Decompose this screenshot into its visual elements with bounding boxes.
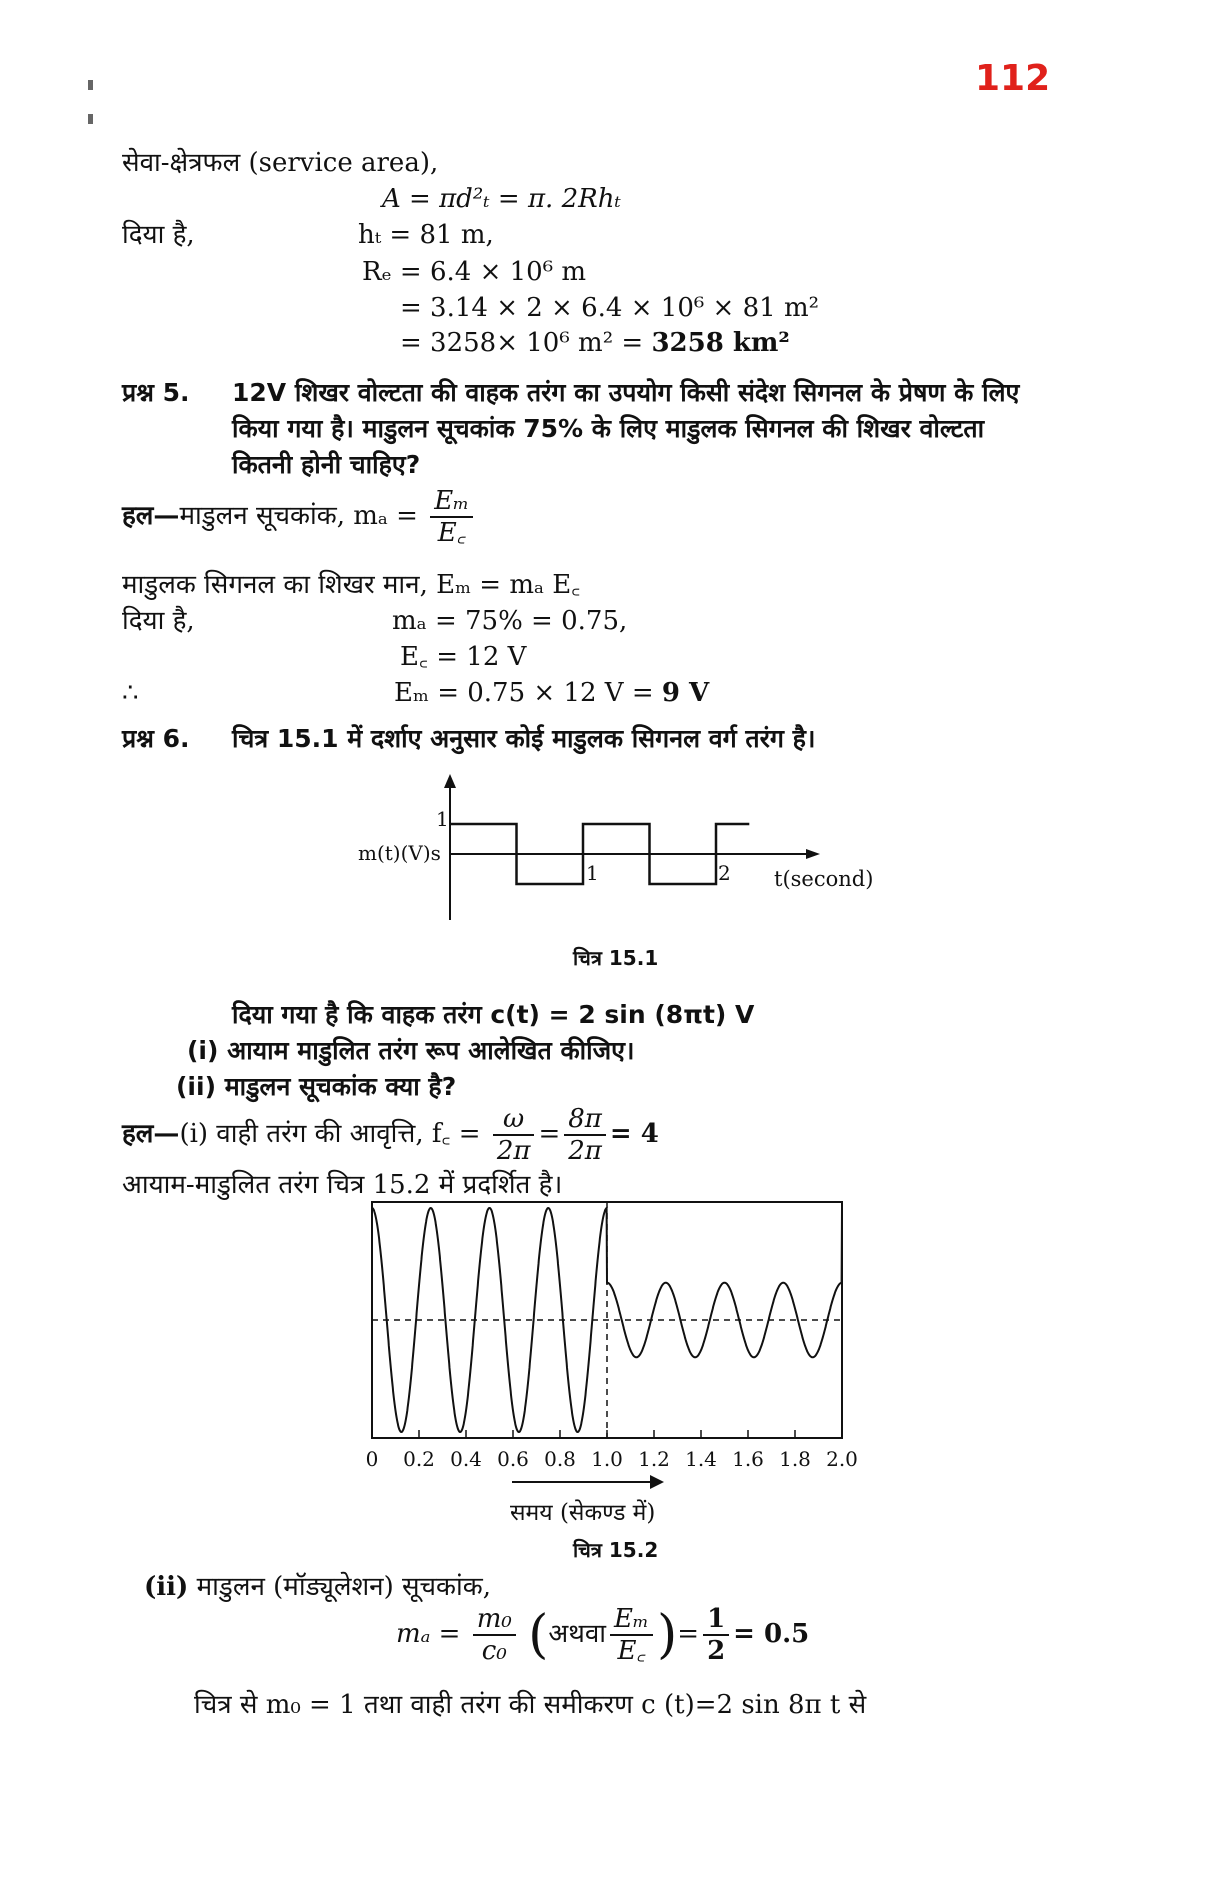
service-area-label: सेवा-क्षेत्रफल (service area), [122, 148, 439, 178]
x-tick-label: 1.0 [591, 1447, 623, 1471]
x-tick-label: 0.8 [544, 1447, 576, 1471]
q6-given: दिया गया है कि वाहक तरंग c(t) = 2 sin (8πt) V [232, 1000, 755, 1029]
x-tick-label: 0.4 [450, 1447, 482, 1471]
service-area-formula: A = πd²ₜ = π. 2Rhₜ [382, 184, 621, 214]
figure-15-1-square-wave [350, 770, 890, 930]
q5-ec: E꜀ = 12 V [400, 642, 527, 672]
time-arrow-head [650, 1475, 664, 1489]
q5-line-2: किया गया है। माडुलन सूचकांक 75% के लिए माडुलक सिगनल की शिखर वोल्टता [232, 414, 985, 443]
last-line: चित्र से m₀ = 1 तथा वाही तरंग की समीकरण c (t)=2 sin 8π t से [194, 1690, 867, 1720]
page-number: 112 [975, 58, 1051, 99]
x-tick-label: 1.2 [638, 1447, 670, 1471]
q5-label: प्रश्न 5. [122, 378, 190, 407]
figure-15-1-caption: चित्र 15.1 [573, 946, 659, 970]
x-tick-label: 1.6 [732, 1447, 764, 1471]
calc-line-2: = 3258× 10⁶ m² = 3258 km² [400, 328, 790, 358]
figure-15-2-intro: आयाम-माडुलित तरंग चित्र 15.2 में प्रदर्शित है। [122, 1170, 563, 1200]
therefore-symbol: ∴ [122, 678, 139, 708]
x-tick-label: 0 [365, 1447, 379, 1471]
x-tick-label: 2.0 [826, 1447, 858, 1471]
q6-text: चित्र 15.1 में दर्शाए अनुसार कोई माडुलक सिगनल वर्ग तरंग है। [232, 724, 816, 753]
y-axis-arrow [444, 774, 456, 788]
figure-15-2-xlabel: समय (सेकण्ड में) [510, 1500, 656, 1526]
margin-mark [88, 114, 93, 124]
time-arrow [512, 1481, 654, 1483]
q5-line-1: 12V शिखर वोल्टता की वाहक तरंग का उपयोग किसी संदेश सिगनल के प्रेषण के लिए [232, 378, 1020, 407]
q5-solution: हल—माडुलन सूचकांक, mₐ = $\frac{\text{Eₘ}}{E꜀}$ [122, 486, 477, 548]
x-tick-labels [366, 1430, 858, 1471]
q6-part-2: (ii) माडुलन सूचकांक क्या है? [176, 1072, 457, 1101]
q5-ma: mₐ = 75% = 0.75, [392, 606, 628, 636]
x-tick-label: 0.2 [403, 1447, 435, 1471]
x-tick-label: 1.4 [685, 1447, 717, 1471]
q6-solution: हल—(i) वाही तरंग की आवृत्ति, f꜀ = $\frac{\omega}{2\pi}$ = $\frac{8\pi}{2\pi}$ = 4 [122, 1104, 659, 1166]
y-tick-label: 1 [436, 807, 449, 831]
q6-label: प्रश्न 6. [122, 724, 190, 753]
y-axis-label: m(t)(V)s [358, 841, 441, 865]
q5-peak-line: माडुलक सिगनल का शिखर मान, Eₘ = mₐ E꜀ [122, 570, 581, 600]
q5-em: Eₘ = 0.75 × 12 V = 9 V [394, 678, 710, 708]
modulation-index-formula: mₐ = $\frac{\text{m₀}}{\text{c₀}}$ (अथवा $\frac{\text{Eₘ}}{E꜀}$ )= $\frac{1}{2}$ = 0.5 [396, 1604, 810, 1666]
x-tick-2: 2 [718, 861, 731, 885]
figure-15-2-am-wave [360, 1196, 880, 1476]
figure-15-2-caption: चित्र 15.2 [573, 1538, 659, 1562]
q5-given-label: दिया है, [122, 606, 195, 636]
x-tick-label: 0.6 [497, 1447, 529, 1471]
q6-part-1: (i) आयाम माडुलित तरंग रूप आलेखित कीजिए। [187, 1036, 635, 1065]
x-axis-label: t(second) [774, 867, 874, 891]
calc-line-1: = 3.14 × 2 × 6.4 × 10⁶ × 81 m² [400, 293, 820, 323]
x-axis-arrow [806, 849, 820, 859]
margin-mark [88, 80, 93, 90]
antenna-height: hₜ = 81 m, [358, 220, 494, 250]
x-tick-label: 1.8 [779, 1447, 811, 1471]
part2-heading: (ii) माडुलन (मॉड्यूलेशन) सूचकांक, [144, 1572, 491, 1602]
q5-line-3: कितनी होनी चाहिए? [232, 450, 421, 479]
x-tick-1: 1 [586, 861, 599, 885]
earth-radius: Rₑ = 6.4 × 10⁶ m [362, 257, 587, 287]
given-label: दिया है, [122, 220, 195, 250]
